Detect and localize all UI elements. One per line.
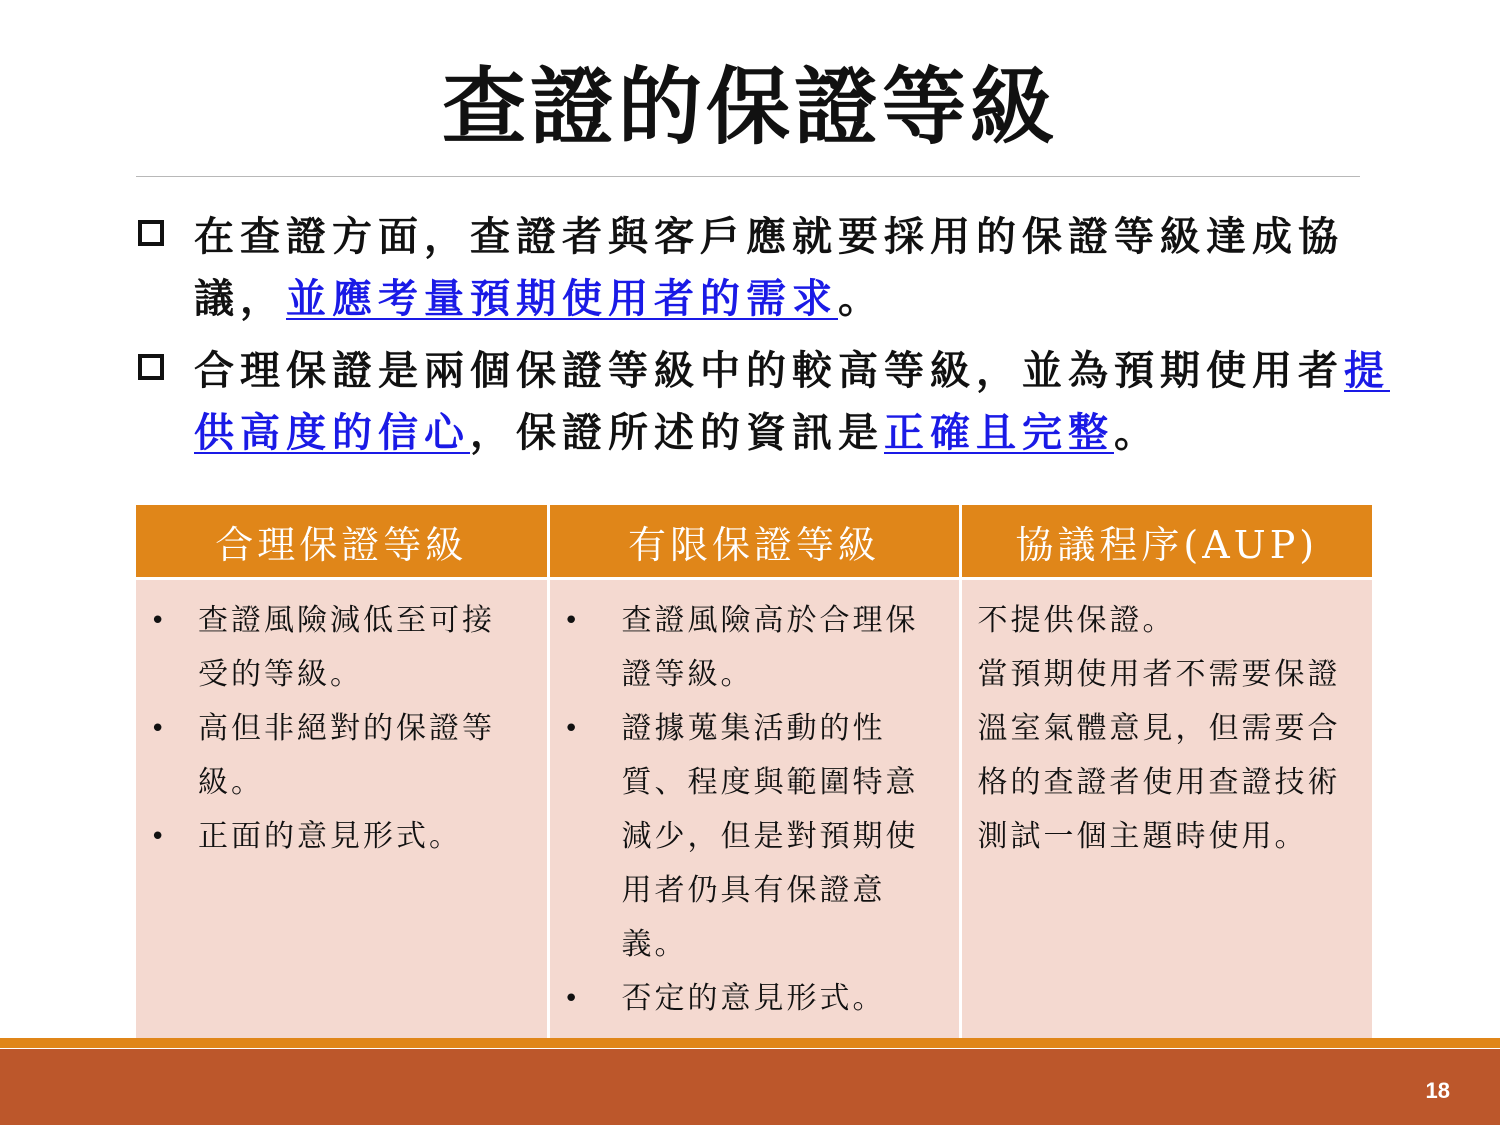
bullet-text-part: 在查證方面，查證者與客戶應就要採用的保證等級達成協議，: [194, 213, 1344, 322]
table-header-row: [136, 505, 1372, 579]
bullet-dot-icon: •: [150, 714, 169, 744]
list-item: [136, 702, 547, 810]
assurance-level-table: [136, 505, 1372, 1042]
square-bullet-icon: [138, 220, 164, 246]
bullet-text-part: 合理保證是兩個保證等級中的較高等級，並為預期使用者: [194, 347, 1344, 394]
highlight-text[interactable]: 正確且完整: [884, 409, 1114, 456]
cell-paragraph: 當預期使用者不需要保證溫室氣體意見，但需要合格的查證者使用查證技術測試一個主題時使用。: [977, 657, 1341, 854]
bullet-text-part: 。: [1114, 409, 1160, 456]
cell-list: [136, 594, 547, 864]
title-divider: [136, 176, 1360, 177]
list-item-text: 高但非絕對的保證等級。: [198, 711, 495, 800]
slide-title: 查證的保證等級: [441, 57, 1058, 156]
footer-bar: [0, 1049, 1500, 1125]
list-item-text: 證據蒐集活動的性質、程度與範圍特意減少，但是對預期使用者仍具有保證意義。: [621, 711, 919, 962]
bullet-text-part: ，保證所述的資訊是: [470, 409, 884, 456]
bullet-dot-icon: •: [563, 606, 582, 636]
page-number: 18: [1425, 1078, 1450, 1103]
highlight-text[interactable]: 並應考量預期使用者的需求: [286, 275, 838, 322]
table-header: 有限保證等級: [548, 505, 960, 579]
list-item: [136, 810, 547, 864]
table-cell-limited: [548, 579, 960, 1043]
table-cell-reasonable: [136, 579, 548, 1043]
bullet-dot-icon: •: [150, 606, 169, 636]
bullet-text: [194, 347, 1390, 456]
table-header: 合理保證等級: [136, 505, 548, 579]
list-item: [136, 594, 547, 702]
bullet-text: [194, 213, 1344, 322]
table-cell-aup: [960, 579, 1372, 1043]
list-item-text: 查證風險高於合理保證等級。: [621, 603, 919, 692]
bullet-list: [138, 206, 1398, 474]
table-header: 協議程序(AUP): [960, 505, 1372, 579]
bullet-dot-icon: •: [563, 984, 582, 1014]
list-item-text: 查證風險減低至可接受的等級。: [198, 603, 495, 692]
list-item: [550, 972, 959, 1026]
list-item: [550, 702, 959, 972]
bullet-text-part: 。: [838, 275, 884, 322]
list-item-text: 正面的意見形式。: [198, 819, 462, 854]
list-item-text: 否定的意見形式。: [621, 981, 886, 1016]
square-bullet-icon: [138, 354, 164, 380]
bullet-item: [138, 340, 1398, 464]
footer-accent-stripe: [0, 1038, 1500, 1048]
bullet-dot-icon: •: [150, 822, 169, 852]
list-item: [550, 594, 959, 702]
table-row: [136, 579, 1372, 1043]
cell-list: [550, 594, 959, 1026]
bullet-item: [138, 206, 1398, 330]
cell-paragraph: 不提供保證。: [977, 603, 1176, 638]
bullet-dot-icon: •: [563, 714, 582, 744]
highlight-text[interactable]: 提供高度的信心: [194, 347, 1390, 456]
